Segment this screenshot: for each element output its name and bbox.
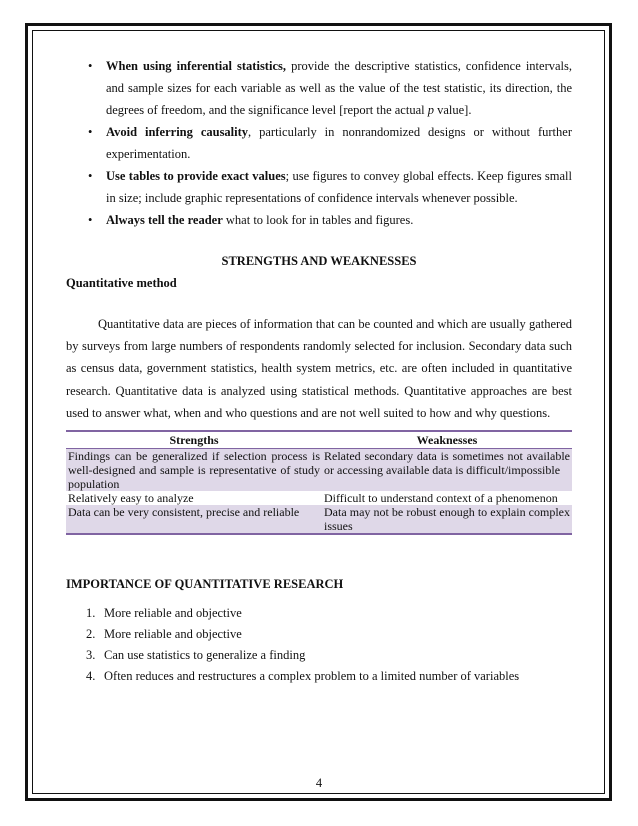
table-row — [66, 449, 572, 492]
bullet-icon: • — [88, 125, 93, 139]
list-item: 2. More reliable and objective — [86, 627, 242, 642]
table-cell: Difficult to understand context of a phenomenon — [324, 491, 558, 506]
body-paragraph: Quantitative data are pieces of information that can be counted and which are usually gathered by surveys from large numbers of respondents randomly selected for inclusion. Secondary data such as census data, government statistics, health system metrics, etc. are often included in quantitative research. Quantitative data is analyzed using statistical methods. Quantitative approaches are best used to answer what, when and who questions and are not well suited to how and why questions. — [66, 317, 572, 420]
bullet-icon: • — [88, 169, 93, 183]
list-item: • Use tables to provide exact values; use figures to convey global effects. Keep figures small in size; include graphic representations of confidence intervals whenever possible. — [66, 165, 572, 209]
table-header-strengths: Strengths — [66, 431, 322, 449]
table-header-row — [66, 431, 572, 449]
bullet-icon: • — [88, 59, 93, 73]
table-cell: Findings can be generalized if selection process is well-designed and sample is representative of study population — [68, 449, 320, 492]
strengths-weaknesses-table — [66, 430, 572, 535]
guidelines-list — [66, 55, 572, 231]
page-number: 4 — [315, 776, 323, 790]
table-cell: Data can be very consistent, precise and reliable — [66, 505, 322, 534]
bullet-icon: • — [88, 213, 93, 227]
list-item: • When using inferential statistics, provide the descriptive statistics, confidence intervals, and sample sizes for each variable as well as the value of the test statistic, its direction, the degrees of freedom, and the significance level [report the actual p value]. — [66, 55, 572, 121]
table-cell: Data may not be robust enough to explain complex issues — [324, 505, 570, 534]
list-item: 1. More reliable and objective — [86, 606, 242, 621]
section-title: STRENGTHS AND WEAKNESSES — [221, 254, 417, 268]
table-cell: Relatively easy to analyze — [68, 491, 194, 506]
list-item: 3. Can use statistics to generalize a finding — [86, 648, 306, 663]
table-row — [66, 491, 572, 505]
list-item: • Avoid inferring causality, particularly in nonrandomized designs or without further experimentation. — [66, 121, 572, 165]
table-header-weaknesses: Weaknesses — [322, 431, 572, 449]
list-item: • Always tell the reader what to look for in tables and figures. — [66, 209, 572, 231]
page-content — [66, 55, 572, 687]
list-item: 4. Often reduces and restructures a complex problem to a limited number of variables — [86, 669, 520, 684]
subsection-title: Quantitative method — [66, 276, 177, 290]
table-cell: Related secondary data is sometimes not available or accessing available data is difficult/impossible — [322, 449, 572, 492]
importance-title: IMPORTANCE OF QUANTITATIVE RESEARCH — [66, 577, 344, 592]
importance-list — [66, 603, 572, 687]
table-row — [66, 505, 572, 534]
